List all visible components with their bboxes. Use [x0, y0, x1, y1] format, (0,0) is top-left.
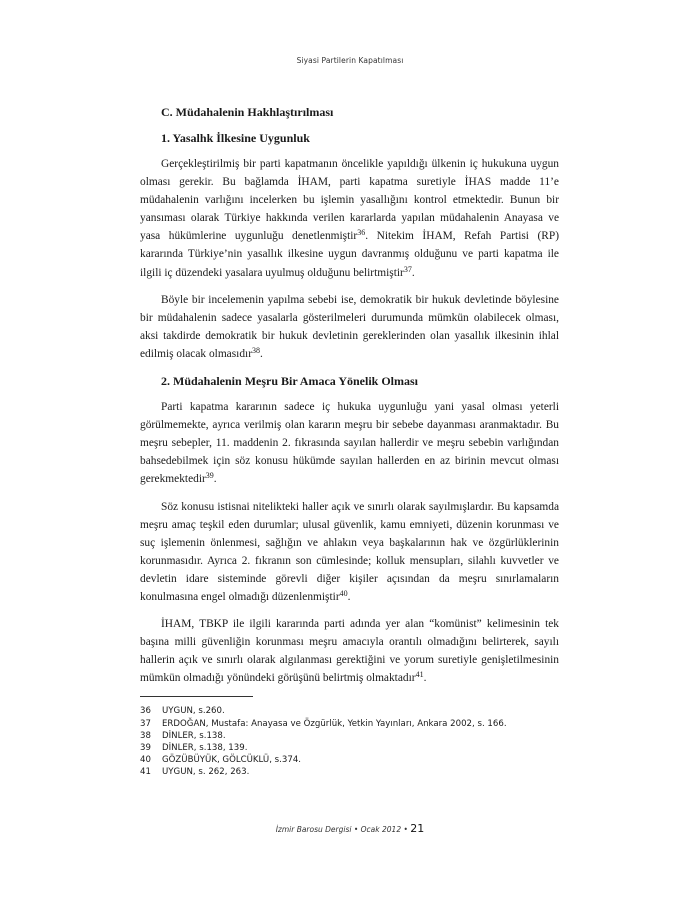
footnote-ref-41[interactable]: 41: [415, 670, 424, 680]
running-header: Siyasi Partilerin Kapatılması: [296, 56, 404, 65]
footnote-item: [140, 766, 559, 778]
paragraph-2: [140, 291, 559, 363]
footnote-ref-36[interactable]: 36: [357, 228, 366, 238]
section-heading: C. Müdahalenin Hakhlaştırılması: [161, 105, 334, 119]
paragraph-text: İHAM, TBKP ile ilgili kararında parti adında yer alan “komünist” kelimesinin tek başına milli güvenliğin korunması meşru amacıyla orantılı olmadığını belirterek, sayılı hallerin açık ve sınırlı olarak algılanması gerektiğini ve yorum suretiyle genişletilmesinin mümkün olmadığı yönündeki görüşünü belirtmiş olmaktadır: [140, 618, 559, 685]
footnote-number: 39: [140, 742, 151, 753]
paragraph-5: [140, 615, 559, 687]
footnote-text: GÖZÜBÜYÜK, GÖLCÜKLÜ, s.374.: [162, 754, 302, 765]
paragraph-text: .: [213, 473, 217, 486]
footnote-text: DİNLER, s.138.: [162, 730, 226, 741]
paragraph-3: [140, 398, 559, 488]
footnote-item: [140, 705, 559, 717]
paragraph-1: [140, 155, 559, 282]
page-body: [140, 103, 559, 778]
footnotes: [140, 705, 559, 778]
footnote-text: ERDOĞAN, Mustafa: Anayasa ve Özgürlük, Yetkin Yayınları, Ankara 2002, s. 166.: [162, 718, 507, 729]
paragraph-text: .: [347, 590, 351, 603]
footnote-number: 36: [140, 706, 151, 717]
subsection-heading-1: 1. Yasalhk İlkesine Uygunluk: [161, 131, 310, 145]
footnote-ref-38[interactable]: 38: [251, 345, 260, 355]
footnote-item: [140, 754, 559, 766]
paragraph-text: Parti kapatma kararının sadece iç hukuka uygunluğu yani yasal olması yeterli görülmemekte, ayrıca verilmiş olan kararın meşru bir sebebe dayanması aranmaktadır. Bu meşru sebepler, 11. maddenin 2. fıkrasında sayılan hallerdir ve meşru sebebin varlığından bahsedebilmek için söz konusu hükümde sayılan hallerden en az birinin mevcut olması gerekmektedir: [140, 401, 559, 486]
footnote-number: 41: [140, 766, 151, 777]
running-footer: [0, 822, 700, 835]
footnote-number: 38: [140, 730, 151, 741]
paragraph-text: Böyle bir incelemenin yapılma sebebi ise, demokratik bir hukuk devletinde böylesine bir müdahalenin sadece yasalarla gösterilmeleri durumunda mümkün olabilecek olması, aksi takdirde demokratik bir hukuk devletinin gereklerinden olan yasallık ilkesinin ihlal edilmiş olacak olmasıdır: [140, 293, 559, 360]
paragraph-text: . Nitekim İHAM, Refah Partisi (RP) kararında Türkiye’nin yasallık ilkesine uygun davranmış olduğunu ve parti kapatma ile ilgili iç düzendeki yasalara uyulmuş olduğunu belirtmiştir: [140, 230, 559, 279]
paragraph-4: [140, 498, 559, 607]
paragraph-text: Söz konusu istisnai nitelikteki haller açık ve sınırlı olarak sayılmışlardır. Bu kapsamda meşru amaç teşkil eden durumlar; ulusal güvenlik, kamu emniyeti, düzenin korunması ve suç işlemenin önlenmesi, sağlığın ve ahlakın veya başkalarının hak ve özgürlüklerinin korunmasıdır. Ayrıca 2. fıkranın son cümlesinde; kolluk mensupları, silahlı kuvvetler ve devletin idare sisteminde görevli diğer kişiler açısından da meşru sınırlamaların konulmasına engel olmadığı düzenlenmiştir: [140, 500, 559, 603]
paragraph-text: Gerçekleştirilmiş bir parti kapatmanın öncelikle yapıldığı ülkenin iç hukukuna uygun olması gerekir. Bu bağlamda İHAM, parti kapatma suretiyle İHAS madde 11’e müdahalenin varlığını incelerken bu işlemin yasallığını kontrol etmektedir. Bunun bir yansıması olarak Türkiye hakkında verilen kararlarda yapılan müdahalenin Anayasa ve yasa hükümlerine uygunluğu denetlenmiştir: [140, 158, 559, 243]
footnote-divider: [140, 696, 253, 697]
footnote-ref-37[interactable]: 37: [403, 264, 412, 274]
footnote-text: DİNLER, s.138, 139.: [162, 742, 248, 753]
footnote-item: [140, 742, 559, 754]
footnote-text: UYGUN, s. 262, 263.: [162, 766, 250, 777]
footnote-number: 37: [140, 718, 151, 729]
paragraph-text: .: [411, 266, 415, 279]
journal-citation: İzmir Barosu Dergisi • Ocak 2012 •: [275, 825, 408, 834]
page-number: 21: [410, 822, 425, 835]
footnote-text: UYGUN, s.260.: [162, 706, 225, 717]
paragraph-text: .: [423, 672, 427, 685]
footnote-ref-40[interactable]: 40: [339, 588, 348, 598]
footnote-item: [140, 718, 559, 730]
footnote-ref-39[interactable]: 39: [205, 471, 214, 481]
footnote-number: 40: [140, 754, 151, 765]
paragraph-text: .: [259, 347, 263, 360]
subsection-heading-2: 2. Müdahalenin Meşru Bir Amaca Yönelik Olması: [161, 374, 419, 389]
footnote-item: [140, 730, 559, 742]
